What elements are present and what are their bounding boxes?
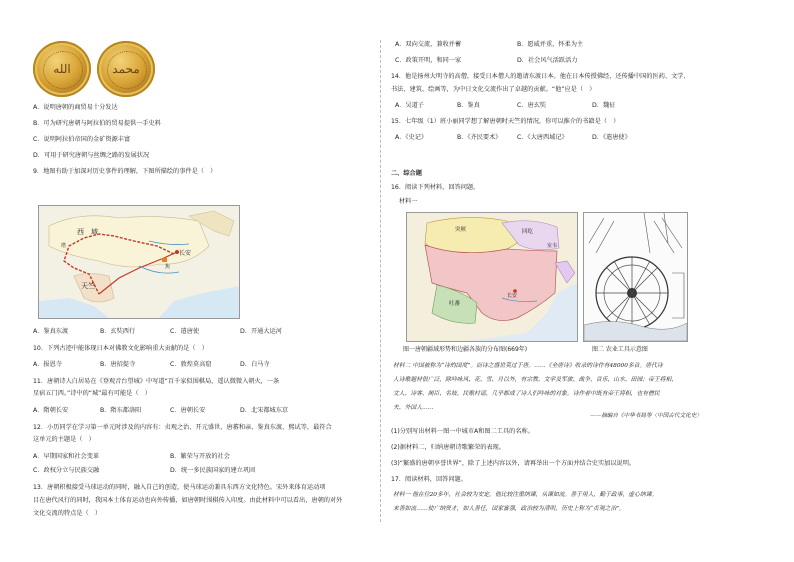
tang-territory-map	[406, 212, 578, 342]
q14-stem-line1: 14．他是扬州大明寺的高僧，接受日本僧人的邀请东渡日本。他在日本传授佛经，还传播中国的医药、文学、	[391, 73, 690, 80]
q12-option-a[interactable]: A．早期国家和社会变革	[33, 453, 100, 460]
map1-label-changan: 长安	[179, 250, 192, 257]
q14-option-b[interactable]: B．鉴真	[457, 102, 480, 109]
q13-stem-line3: 文化交流的特点是（ ）	[33, 510, 102, 517]
q15-option-a[interactable]: A．《史记》	[395, 134, 428, 141]
map1-label-xiyu: 西 域	[77, 228, 98, 236]
q13-stem-line1: 13．唐朝积极接受马球运动的同时，融入自己的创造，使马球运动兼具东西方文化特色。宋外来体育运动项	[33, 484, 326, 491]
q10-option-a[interactable]: A．报恩寺	[33, 361, 62, 368]
material2-line2: 人诗歌题材很广泛，除吟咏风、花、雪、月以外，有宗教、文学及军旅、战争、音乐、山水、田园；帝王将相、	[393, 377, 678, 383]
q16-stem: 16．阅读下列材料，回答问题。	[391, 184, 480, 191]
q13-option-c[interactable]: C．政策开明，和同一家	[395, 57, 462, 64]
tool-caption: 图二 农业工具示意图	[592, 346, 648, 353]
map2-label-huihe: 回纥	[522, 229, 534, 235]
map1-label-ta: 塔	[61, 243, 67, 249]
q8-option-c[interactable]: C．说明阿拉伯帝国的金矿资源丰富	[33, 136, 131, 143]
q9-option-d[interactable]: D．开通大运河	[240, 328, 282, 335]
q13-option-a[interactable]: A．双向交流，兼收并蓄	[395, 41, 462, 48]
material2-line4: 夫、外国人……	[393, 405, 434, 411]
q12-option-b[interactable]: B．繁荣与开放的社会	[170, 453, 230, 460]
material2-source: ——摘编自《中华书局等〈中国古代文化史〉	[590, 413, 702, 419]
q12-stem-line1: 12．小历同学在学习第一单元时涉及的内容有：贞观之治、开元盛世、唐蕃和亲、鉴真东渡、熙试等，最符合	[33, 424, 332, 431]
left-column	[0, 0, 380, 562]
q9-stem: 9．地图有助于加深对历史事件的理解，下图所描绘的事件是（ ）	[33, 168, 217, 175]
q9-option-a[interactable]: A．鉴真东渡	[33, 328, 69, 335]
q10-option-c[interactable]: C．敦煌莫高窟	[170, 361, 212, 368]
q12-stem-line2: 这单元的主题是（ ）	[33, 436, 95, 443]
q10-stem: 10．下列古迹中能体现日本对佛教文化影响重大贡献的是（ ）	[33, 345, 208, 352]
q11-stem-line2: 星宿五门西。”诗中的“城”最有可能是（ ）	[33, 390, 151, 397]
q15-stem: 15．七年级（1）班小丽同学想了解唐朝时天竺的情况，你可以推介的书籍是（ ）	[391, 118, 620, 125]
q17-material-line1: 材料一 他在位20多年，社会较为安定。他比较注重纳谏，从谏如流。善于用人，勤于政事，虚心纳谏。	[393, 492, 658, 498]
q13-option-d[interactable]: D．社会风气活跃活力	[517, 57, 578, 64]
q17-stem: 17．阅读材料，回答问题。	[391, 476, 467, 483]
map2-label-tujue: 突厥	[455, 227, 467, 233]
map2-label-shiwei: 室韦	[547, 243, 558, 249]
q8-option-d[interactable]: D．可用于研究唐朝与丝绸之路的发展状况	[33, 152, 150, 159]
map1-label-jiao: 焦	[165, 264, 171, 270]
q17-material-line2: 来善如流……使广纳贤才，如人善任，国家富强，政治较为清明，历史上称为“贞观之治”。	[393, 506, 626, 512]
q14-option-a[interactable]: A．吴道子	[395, 102, 424, 109]
map1-label-tianzhu: 天竺	[81, 282, 95, 290]
q15-option-d[interactable]: D．《遣唐使》	[592, 134, 631, 141]
q11-option-d[interactable]: D．北宋都城东京	[240, 407, 289, 414]
material2-line1: 材料二 中国被称为“诗的国度”。而诗之盛世莫过于唐。……《全唐诗》收录的诗作有48000多首。唐代诗	[393, 363, 663, 369]
q8-option-b[interactable]: B．可为研究唐朝与阿拉伯的贸易提供一手史料	[33, 120, 161, 127]
q12-option-d[interactable]: D．统一多民族国家的建立巩固	[170, 467, 256, 474]
q14-option-c[interactable]: C．唐玄奘	[517, 102, 547, 109]
q13-option-b[interactable]: B．愿威并重，怀柔为主	[517, 41, 584, 48]
q13-stem-line2: 目在唐代风行的同时，我国本土体育运动也向外传播，如唐朝时围棋传入印度。由此材料中可以看出，唐朝的对外	[33, 497, 343, 504]
material1-label: 材料一	[399, 198, 418, 205]
q14-stem-line2: 书法、建筑、绘画等，为中日文化交流作出了卓越的贡献。“他”应是（ ）	[391, 86, 596, 93]
q9-option-b[interactable]: B．玄奘西行	[100, 328, 136, 335]
q8-option-a[interactable]: A．说明唐朝的商贸易十分发达	[33, 104, 118, 111]
q11-stem-line1: 11．唐朝诗人白居易在《登观音台望城》中写道“百千家似围棋局，遥认微微入朝火，一条	[33, 378, 280, 385]
farming-tool-illustration	[583, 212, 688, 342]
q9-option-c[interactable]: C．遣唐使	[170, 328, 200, 335]
q11-option-a[interactable]: A．隋朝长安	[33, 407, 69, 414]
column-divider	[380, 40, 381, 522]
gold-coin-back-image: محمد	[97, 41, 155, 97]
q16-sub2: (2)据材料二，归纳唐朝诗歌繁荣的表现。	[391, 444, 505, 451]
gold-coin-front-image: الله	[33, 41, 91, 97]
section-title: 二、综合题	[391, 170, 422, 177]
q11-option-b[interactable]: B．隋东都洛阳	[100, 407, 142, 414]
q16-sub3: (3)“繁盛的唐朝享誉世界”，除了上述内容以外，请再举出一个方面并结合史实加以说明。	[391, 460, 636, 467]
q15-option-b[interactable]: B．《齐民要术》	[457, 134, 502, 141]
map2-label-tubo: 吐蕃	[449, 301, 461, 307]
q12-option-c[interactable]: C．政权分立与民族交融	[33, 467, 100, 474]
material2-line3: 文人、诗客、阁臣、名妓、民歌村谣，几乎都成了诗人们吟咏的对象。诗作者中既有帝王将相，也有僧民	[393, 391, 660, 397]
q14-option-d[interactable]: D．魏征	[592, 102, 616, 109]
q16-sub1: (1)分别写出材料一图一中城市A和图二工具的名称。	[391, 428, 534, 435]
map-caption: 图一唐朝疆域形势和边疆各族的分布图(669年)	[403, 346, 528, 353]
map2-label-changan: 长安	[507, 293, 518, 299]
q10-option-d[interactable]: D．白马寺	[240, 361, 270, 368]
q11-option-c[interactable]: C．唐朝长安	[170, 407, 206, 414]
q10-option-b[interactable]: B．唐招提寺	[100, 361, 136, 368]
xuanzang-route-map	[38, 205, 240, 319]
q15-option-c[interactable]: C．《大唐西域记》	[517, 134, 568, 141]
